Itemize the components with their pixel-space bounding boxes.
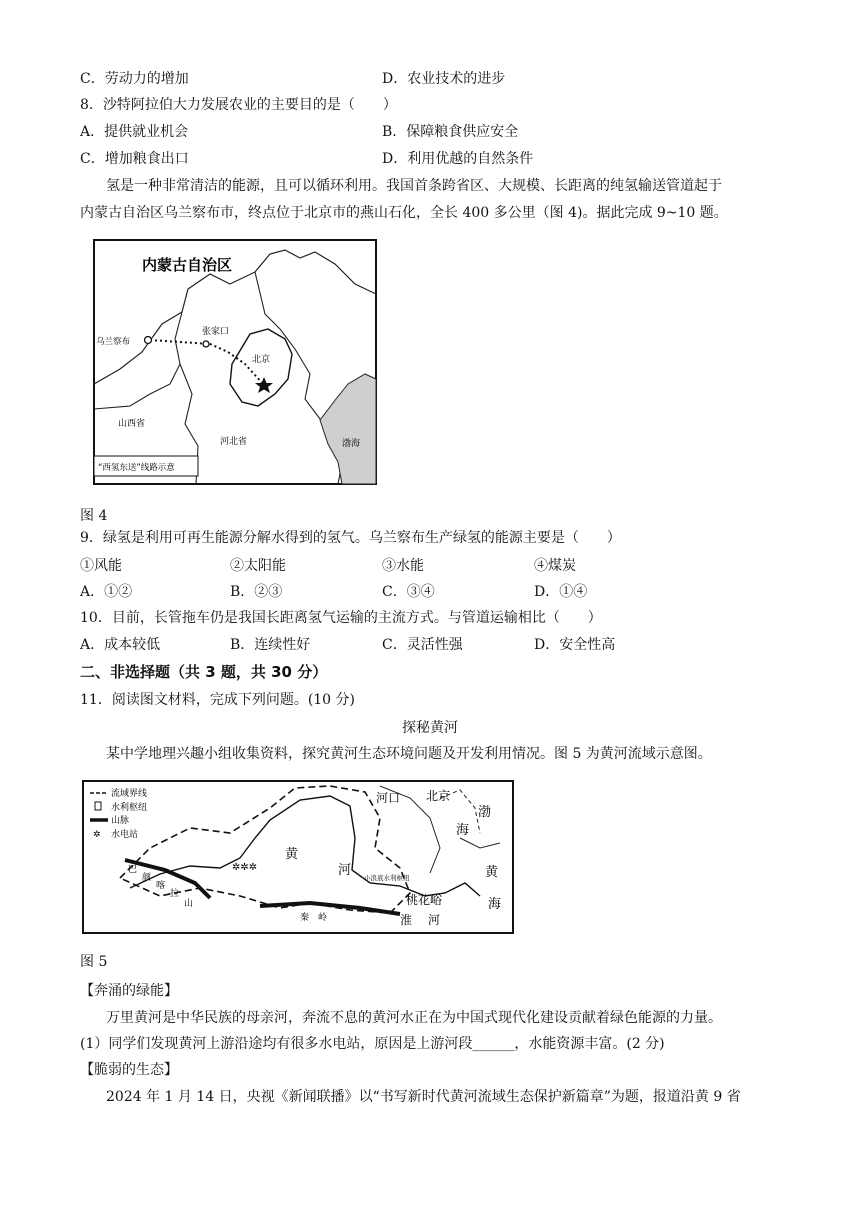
sub1-question: (1）同学们发现黄河上游沿途均有很多水电站，原因是上游河段______，水能资源丰富。(2 分) (80, 1036, 665, 1052)
map4-label-bohai: 渤海 (342, 439, 361, 449)
map5-label-huang: 黄 (285, 847, 299, 862)
q9-option-c: C．③④ (382, 584, 435, 600)
figure-4-caption: 图 4 (80, 508, 108, 524)
map5-label-bayan-4: 拉 (170, 889, 180, 899)
passage-line-2: 内蒙古自治区乌兰察布市，终点位于北京市的燕山石化，全长 400 多公里（图 4)。据此完成 9~10 题。 (80, 205, 728, 221)
passage-line-1: 氢是一种非常清洁的能源，且可以循环利用。我国首条跨省区、大规模、长距离的纯氢输送管道起于 (106, 178, 722, 194)
q9-option-d: D．①④ (534, 584, 588, 600)
svg-text:✲: ✲ (93, 830, 101, 840)
q8-option-d: D．利用优越的自然条件 (382, 151, 534, 167)
map5-legend-mountain: 山脉 (111, 816, 130, 826)
sub2-heading: 【脆弱的生态】 (80, 1062, 178, 1078)
map5-label-qinling: 秦 岭 (300, 913, 328, 923)
map4-label-wulanchabu: 乌兰察布 (96, 337, 131, 347)
map5-label-huanghai-1: 黄 (485, 865, 499, 880)
q8-option-a: A．提供就业机会 (80, 124, 189, 140)
map5-label-bayan-5: 山 (184, 899, 194, 909)
map5-label-bayan-2: 颜 (142, 873, 152, 883)
map5-label-he: 河 (338, 863, 352, 878)
map5-label-hekou: 河口 (376, 791, 401, 805)
figure-4-map (80, 234, 380, 494)
q10-option-b: B．连续性好 (230, 637, 311, 653)
map5-label-taohuayu: 桃花峪 (406, 893, 443, 907)
q10-stem: 10．目前，长管拖车仍是我国长距离氢气运输的主流方式。与管道运输相比（ ） (80, 610, 602, 626)
q8-option-b: B．保障粮食供应安全 (382, 124, 519, 140)
q9-item-2: ②太阳能 (230, 558, 286, 574)
q7-option-c: C．劳动力的增加 (80, 71, 189, 87)
map5-label-bayan-3: 喀 (156, 881, 166, 891)
map5-label-huanghai-2: 海 (488, 897, 502, 912)
map4-title: 内蒙古自治区 (142, 256, 233, 274)
section-2-heading: 二、非选择题（共 3 题，共 30 分） (80, 663, 328, 681)
sub1-text: 万里黄河是中华民族的母亲河，奔流不息的黄河水正在为中国式现代化建设贡献着绿色能源的力量。 (106, 1010, 722, 1026)
map4-label-hebei: 河北省 (220, 437, 248, 447)
map5-label-bohai-2: 海 (456, 823, 470, 838)
svg-text:✲✲✲: ✲✲✲ (232, 862, 258, 873)
q9-item-4: ④煤炭 (534, 558, 576, 574)
map4-label-shanxi: 山西省 (118, 419, 146, 429)
map4-label-beijing: 北京 (252, 355, 271, 365)
map5-legend-hydro: 水电站 (111, 830, 139, 840)
q9-item-3: ③水能 (382, 558, 424, 574)
map5-legend-dam: 水利枢纽 (111, 803, 148, 813)
map4-legend: “西氢东送”线路示意 (98, 463, 175, 473)
map5-label-bohai-1: 渤 (478, 805, 492, 820)
map5-label-huai: 淮 (400, 913, 413, 927)
q11-stem: 11．阅读图文材料，完成下列问题。(10 分) (80, 692, 356, 708)
q7-option-d: D．农业技术的进步 (382, 71, 506, 87)
map5-legend-boundary: 流域界线 (111, 789, 148, 799)
figure-5-caption: 图 5 (80, 954, 108, 970)
q10-option-a: A．成本较低 (80, 637, 161, 653)
q8-stem: 8．沙特阿拉伯大力发展农业的主要目的是（ ） (80, 97, 397, 113)
q11-intro: 某中学地理兴趣小组收集资料，探究黄河生态环境问题及开发利用情况。图 5 为黄河流域示意图。 (106, 746, 712, 762)
map4-label-zhangjiakou: 张家口 (202, 327, 230, 337)
map5-label-xiaolangdi: 小浪底水利枢纽 (364, 874, 410, 882)
q10-option-c: C．灵活性强 (382, 637, 463, 653)
q9-item-1: ①风能 (80, 558, 122, 574)
map5-label-he2: 河 (428, 913, 441, 927)
q9-option-b: B．②③ (230, 584, 283, 600)
q9-stem: 9．绿氢是利用可再生能源分解水得到的氢气。乌兰察布生产绿氢的能源主要是（ ） (80, 530, 621, 546)
q10-option-d: D．安全性高 (534, 637, 616, 653)
sub2-text: 2024 年 1 月 14 日，央视《新闻联播》以“书写新时代黄河流域生态保护新篇章”为题，报道沿黄 9 省 (106, 1089, 741, 1105)
q9-option-a: A．①② (80, 584, 133, 600)
q8-option-c: C．增加粮食出口 (80, 151, 189, 167)
figure-5-map (80, 778, 516, 940)
sub1-heading: 【奔涌的绿能】 (80, 983, 178, 999)
q11-title: 探秘黄河 (402, 720, 458, 736)
map5-label-bayan-1: 巴 (128, 865, 138, 875)
map5-label-beijing: 北京 (426, 789, 451, 803)
